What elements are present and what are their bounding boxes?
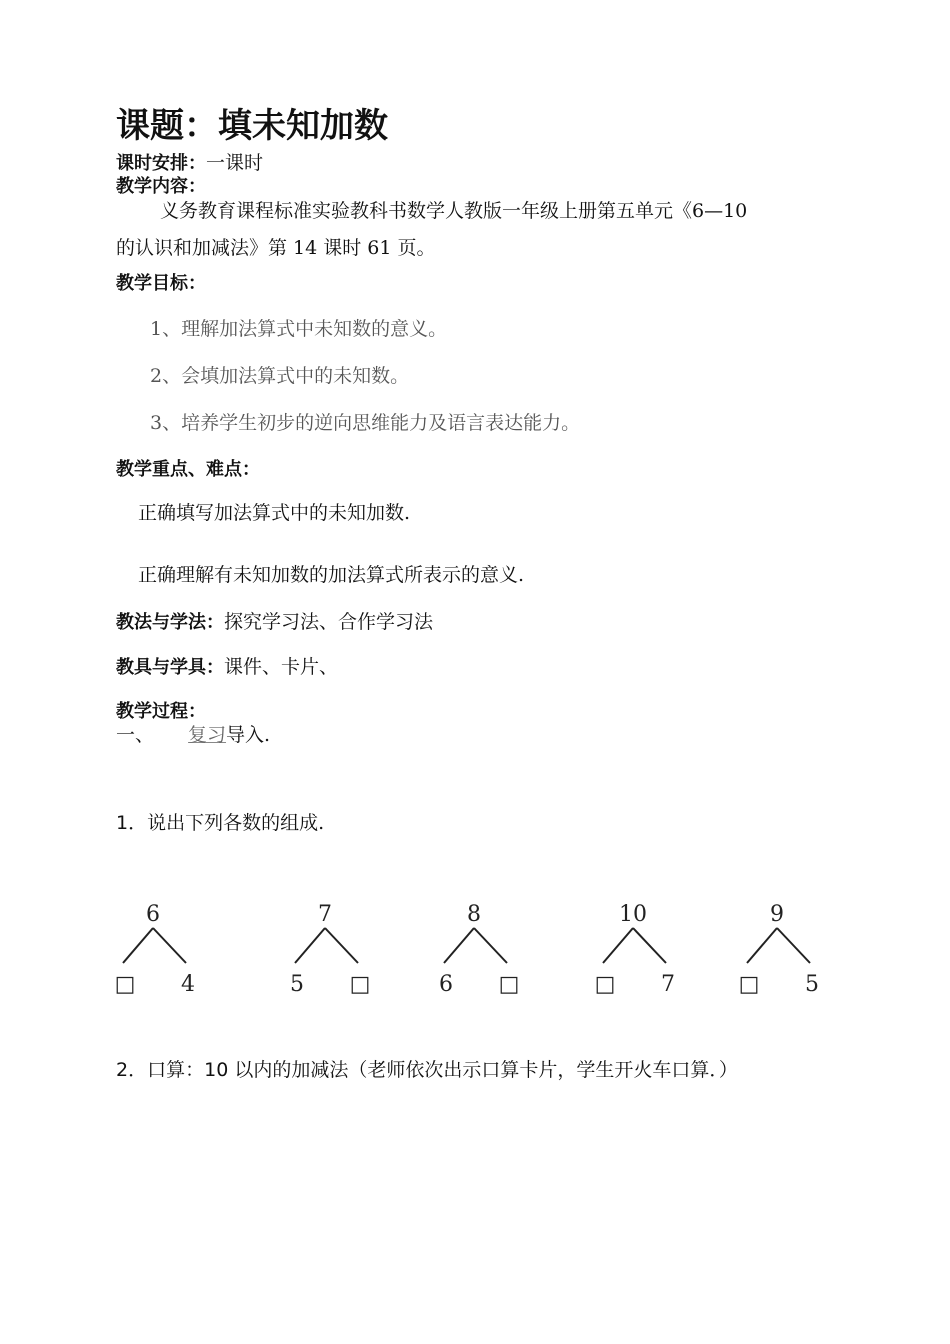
question-1-text: 说出下列各数的组成. <box>147 812 325 834</box>
methods-line <box>116 607 433 634</box>
tree-branch-right <box>153 928 186 963</box>
tree-left-part: 6 <box>439 972 453 997</box>
question-2-range: 10 <box>204 1059 229 1081</box>
tree-right-part: □ <box>349 972 371 997</box>
methods-value: 探究学习法、合作学习法 <box>224 611 434 633</box>
methods-label: 教法与学法： <box>116 612 224 633</box>
tree-top-number: 7 <box>318 902 332 927</box>
content-line-2: 的认识和加减法》第 14 课时 61 页。 <box>116 237 436 259</box>
schedule-line <box>116 148 263 175</box>
objectives-label: 教学目标： <box>116 273 206 294</box>
tree-branch-left <box>295 928 325 963</box>
tools-label: 教具与学具： <box>116 657 224 678</box>
tree-branch-right <box>777 928 810 963</box>
tree-right-part: 5 <box>805 972 819 997</box>
tree-branch-left <box>444 928 474 963</box>
schedule-label: 课时安排： <box>116 153 206 174</box>
number-decomposition-figure <box>110 895 830 1005</box>
section-1-rest: 导入. <box>226 724 271 746</box>
tree-left-part: □ <box>738 972 760 997</box>
objective-item: 3、培养学生初步的逆向思维能力及语言表达能力。 <box>150 412 581 434</box>
tree-left-part: □ <box>594 972 616 997</box>
tree-left-part: 5 <box>290 972 304 997</box>
review-link[interactable]: 复习 <box>188 724 227 746</box>
page-title: 课题：填未知加数 <box>116 106 388 146</box>
content-label: 教学内容： <box>116 176 206 197</box>
tree-branch-left <box>123 928 153 963</box>
tools-line <box>116 652 338 679</box>
schedule-value: 一课时 <box>206 152 264 174</box>
tree-top-number: 9 <box>770 902 784 927</box>
question-2 <box>116 1055 738 1082</box>
tree-branch-right <box>474 928 507 963</box>
key-point-item: 正确理解有未知加数的加法算式所表示的意义. <box>138 564 525 586</box>
objective-item: 1、理解加法算式中未知数的意义。 <box>150 318 448 340</box>
objective-item: 2、会填加法算式中的未知数。 <box>150 365 410 387</box>
question-2-text: 以内的加减法（老师依次出示口算卡片，学生开火车口算．） <box>228 1059 738 1081</box>
section-1-number: 一、 <box>116 724 155 746</box>
tree-right-part: □ <box>498 972 520 997</box>
tools-value: 课件、卡片、 <box>224 656 339 678</box>
section-1-heading <box>116 720 270 747</box>
tree-left-part: □ <box>114 972 136 997</box>
tree-top-number: 6 <box>146 902 160 927</box>
tree-right-part: 4 <box>181 972 195 997</box>
process-label: 教学过程： <box>116 701 206 722</box>
tree-branch-left <box>747 928 777 963</box>
tree-top-number: 10 <box>619 902 647 927</box>
tree-top-number: 8 <box>467 902 481 927</box>
tree-branch-left <box>603 928 633 963</box>
tree-right-part: 7 <box>661 972 675 997</box>
question-2-label: 口算： <box>147 1059 205 1081</box>
tree-branch-right <box>633 928 666 963</box>
tree-branch-right <box>325 928 358 963</box>
key-points-label: 教学重点、难点： <box>116 459 260 480</box>
content-line-1: 义务教育课程标准实验教科书数学人教版一年级上册第五单元《6—10 <box>160 200 748 222</box>
key-point-item: 正确填写加法算式中的未知加数. <box>138 502 411 524</box>
question-1 <box>116 808 324 835</box>
question-1-number: 1． <box>116 812 148 834</box>
question-2-number: 2． <box>116 1059 148 1081</box>
